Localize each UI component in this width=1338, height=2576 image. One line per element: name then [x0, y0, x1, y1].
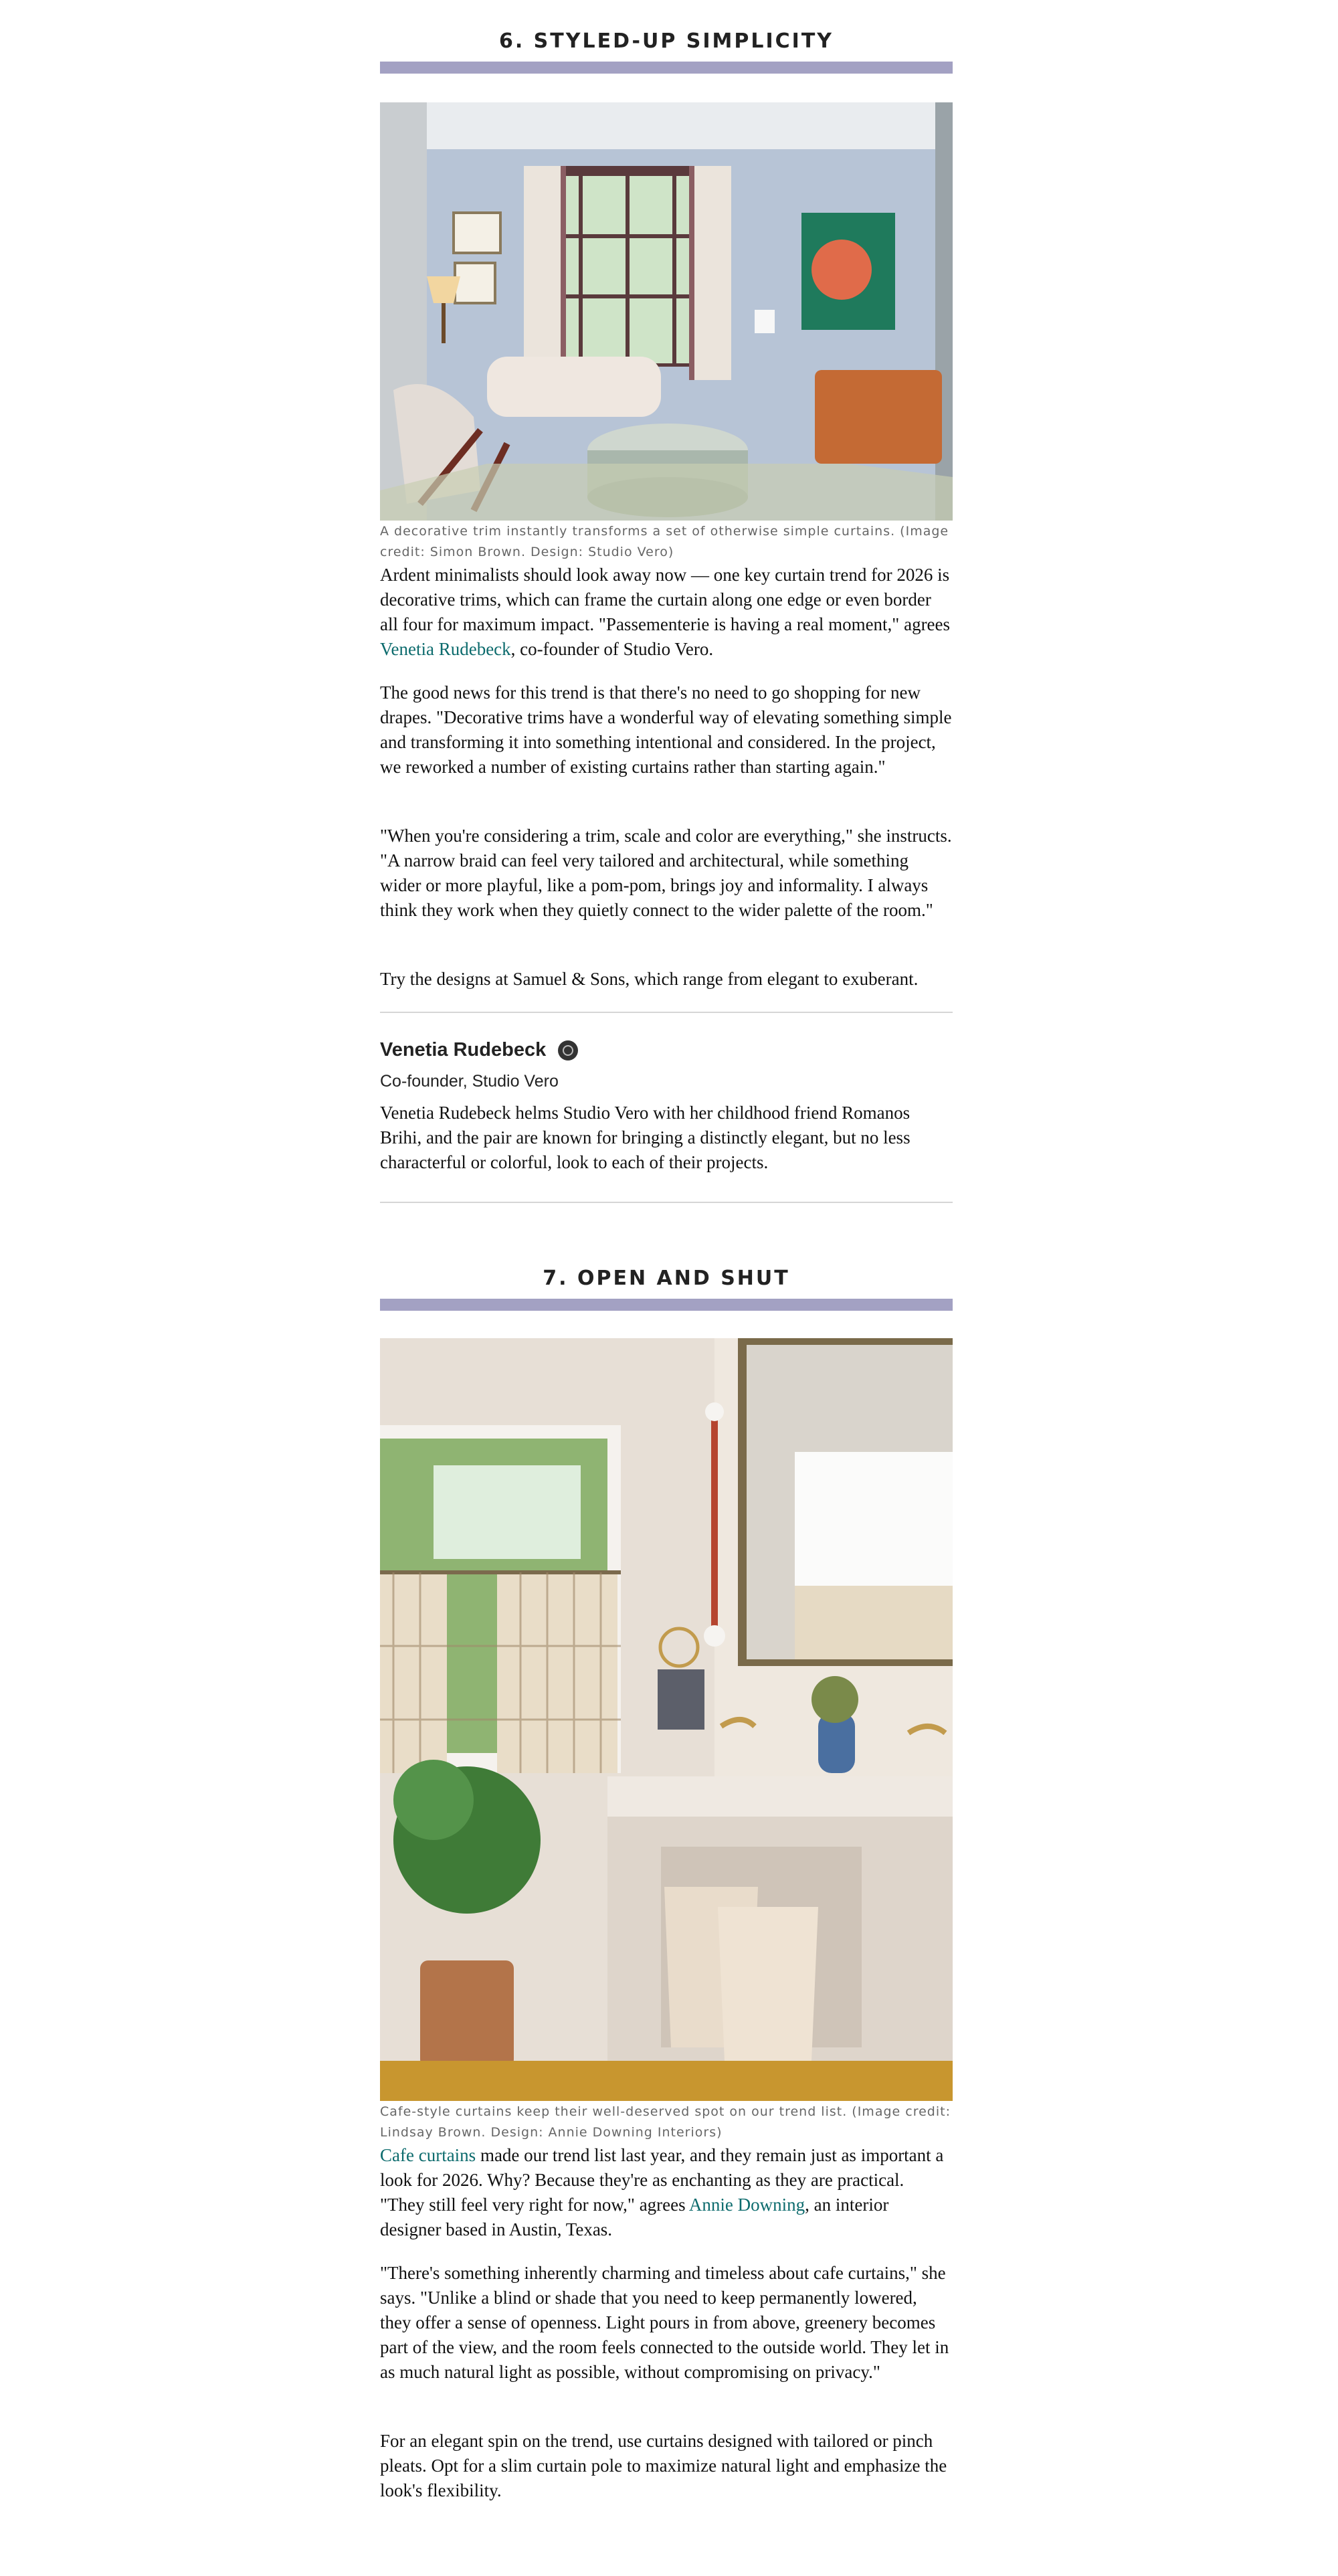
- expert-role: Co-founder, Studio Vero: [380, 1072, 559, 1091]
- living-room-photo: [380, 102, 953, 521]
- annie-downing-link[interactable]: Annie Downing: [688, 2195, 805, 2215]
- bathroom-photo: [380, 1338, 953, 2101]
- image-caption: A decorative trim instantly transforms a set of otherwise simple curtains. (Image credit: Simon Brown. Design: Studio Vero): [380, 524, 949, 559]
- heading-divider-bar: [380, 62, 953, 74]
- article-paragraph: "There's something inherently charming and timeless about cafe curtains," she says. "Unlike a blind or shade that you need to keep permanently lowered, they offer a sense of openness. Light pours in from above, greenery becomes part of the view, and the room feels connected to the outside world. They let in as much natural light as possible, without compromising on privacy.": [380, 2263, 949, 2382]
- article-paragraph: "When you're considering a trim, scale and color are everything," she instructs. "A narrow braid can feel very tailored and architectural, while something wider or more playful, like a pom-pom, brings joy and informality. I always think they work when they quietly connect to the wider palette of the room.": [380, 826, 952, 920]
- expert-name-row: [380, 1039, 953, 1061]
- cafe-curtains-link[interactable]: Cafe curtains: [380, 2145, 476, 2165]
- expert-bio-text: Venetia Rudebeck helms Studio Vero with her childhood friend Romanos Brihi, and the pair are known for bringing a distinctly elegant, but no less characterful or colorful, look to each of their projects.: [380, 1103, 911, 1172]
- article-paragraph: Try the designs at Samuel & Sons, which range from elegant to exuberant.: [380, 969, 919, 989]
- expert-bio-card: [380, 1039, 953, 1175]
- bio-bottom-divider: [380, 1202, 953, 1203]
- image-caption: Cafe-style curtains keep their well-deserved spot on our trend list. (Image credit: Lindsay Brown. Design: Annie Downing Interiors): [380, 2104, 951, 2140]
- article-paragraph: [380, 2143, 953, 2242]
- article-paragraph: [380, 563, 953, 662]
- section-heading-7: 7. OPEN AND SHUT: [543, 1267, 790, 1290]
- article-paragraph: For an elegant spin on the trend, use curtains designed with tailored or pinch pleats. Opt for a slim curtain pole to maximize natural light and emphasize the look's flexibility.: [380, 2431, 947, 2500]
- paragraph-text: Ardent minimalists should look away now — one key curtain trend for 2026 is decorative trims, which can frame the curtain along one edge or even border all four for maximum impact. "Passementerie is having a real moment," agrees: [380, 565, 951, 634]
- paragraph-text: , an interior designer based in Austin, Texas.: [380, 2195, 889, 2239]
- heading-divider-bar: [380, 1299, 953, 1311]
- section-heading-6: 6. STYLED-UP SIMPLICITY: [498, 29, 834, 53]
- expert-name: Venetia Rudebeck: [380, 1039, 547, 1061]
- venetia-rudebeck-link[interactable]: Venetia Rudebeck: [380, 639, 511, 659]
- paragraph-text: made our trend list last year, and they remain just as important a look for 2026. Why? Because they're as enchanting as they are practical. "They still feel very right for now," agrees: [380, 2145, 944, 2215]
- bio-top-divider: [380, 1012, 953, 1013]
- paragraph-text: , co-founder of Studio Vero.: [510, 639, 714, 659]
- instagram-badge-icon[interactable]: [558, 1040, 578, 1061]
- article-paragraph: The good news for this trend is that there's no need to go shopping for new drapes. "Decorative trims have a wonderful way of elevating something simple and transforming it into something intentional and considered. In the project, we reworked a number of existing curtains rather than starting again.": [380, 682, 952, 777]
